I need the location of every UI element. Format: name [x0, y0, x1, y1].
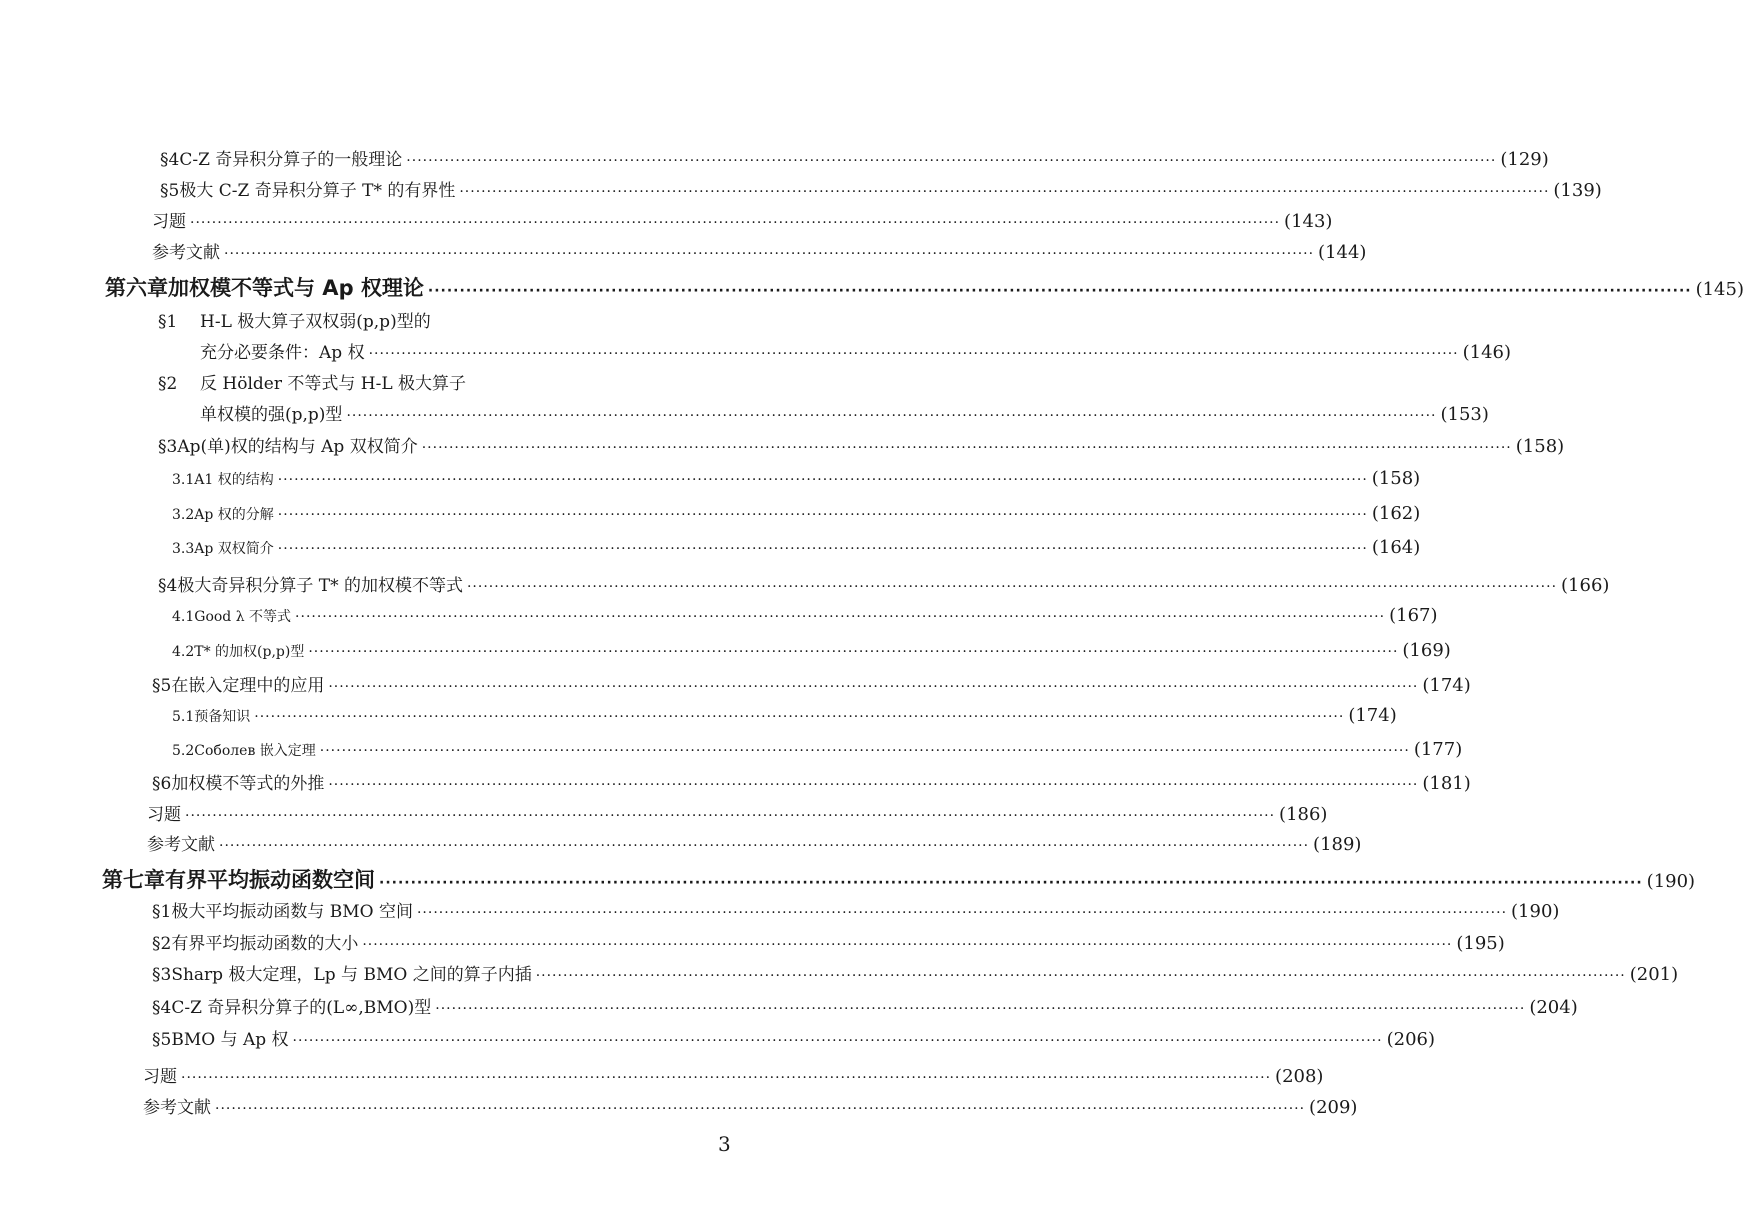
dot-leader: ········································································································································································································: [215, 1101, 1306, 1117]
entry-number: 第六章: [105, 276, 168, 300]
entry-title: 极大 C-Z 奇异积分算子 T* 的有界性: [179, 181, 456, 201]
toc-entry: [172, 537, 1421, 558]
page-ref: (167): [1389, 605, 1438, 626]
dot-leader: ········································································································································································································: [277, 507, 1368, 523]
entry-number: §3: [152, 965, 172, 985]
entry-title: 参考文献: [143, 1098, 211, 1118]
entry-number: §2: [158, 374, 178, 394]
entry-number: 5.1: [172, 709, 195, 725]
entry-title: C-Z 奇异积分算子的(L∞,BMO)型: [171, 998, 432, 1018]
entry-title: 习题: [152, 212, 186, 232]
entry-title: 极大奇异积分算子 T* 的加权模不等式: [177, 576, 463, 596]
toc-entry: [172, 705, 1397, 726]
toc-entry: [152, 993, 1578, 1018]
toc-entry: [172, 503, 1421, 524]
page-ref: (195): [1456, 933, 1505, 954]
dot-leader: ········································································································································································································: [535, 968, 1626, 984]
page-ref: (158): [1371, 468, 1421, 489]
page-ref: (209): [1309, 1097, 1358, 1118]
dot-leader: ········································································································································································································: [362, 937, 1453, 953]
page-ref: (143): [1284, 211, 1333, 232]
entry-number: §4: [158, 576, 178, 596]
page-ref: (190): [1646, 871, 1696, 892]
entry-title: 参考文献: [147, 835, 215, 855]
entry-number: §1: [152, 902, 172, 922]
entry-title: C-Z 奇异积分算子的一般理论: [179, 150, 403, 170]
page-ref: (162): [1371, 503, 1421, 524]
page-ref: (206): [1386, 1029, 1435, 1050]
entry-title: 单权模的强(p,p)型: [200, 405, 343, 425]
entry-title: 有界平均振动函数的大小: [171, 934, 359, 954]
entry-title: 参考文献: [152, 243, 220, 263]
toc-entry: [152, 671, 1471, 696]
dot-leader: ········································································································································································································: [295, 609, 1386, 625]
dot-leader: ········································································································································································································: [466, 579, 1558, 595]
entry-title: 极大平均振动函数与 BMO 空间: [171, 902, 413, 922]
entry-title: 加权模不等式与 Ap 权理论: [168, 276, 424, 300]
entry-title: H-L 极大算子双权弱(p,p)型的: [200, 312, 431, 332]
entry-title: A1 权的结构: [194, 472, 274, 488]
page-ref: (208): [1275, 1066, 1324, 1087]
toc-entry: [172, 468, 1421, 489]
dot-leader: ········································································································································································································: [328, 679, 1419, 695]
page-ref: (169): [1402, 640, 1451, 661]
entry-title: BMO 与 Ap 权: [171, 1030, 289, 1050]
dot-leader: ········································································································································································································: [427, 283, 1692, 299]
page-ref: (164): [1371, 537, 1421, 558]
toc-entry: [158, 369, 466, 394]
entry-title: 习题: [143, 1067, 177, 1087]
entry-number: 3.2: [172, 507, 195, 523]
toc-entry: [152, 929, 1505, 954]
toc-entry: [172, 640, 1451, 661]
entry-number: §4: [152, 998, 172, 1018]
dot-leader: ········································································································································································································: [277, 472, 1368, 488]
entry-number: §5: [152, 676, 172, 696]
toc-entry: [152, 1025, 1435, 1050]
entry-title: 在嵌入定理中的应用: [171, 676, 325, 696]
page-ref: (145): [1695, 279, 1744, 300]
page-ref: (177): [1413, 739, 1463, 760]
dot-leader: ········································································································································································································: [368, 346, 1459, 362]
entry-number: §1: [158, 312, 178, 332]
page-ref: (204): [1529, 997, 1578, 1018]
toc-entry: [143, 1062, 1324, 1087]
toc-entry: [158, 307, 431, 332]
entry-title: 反 Hölder 不等式与 H-L 极大算子: [200, 374, 467, 394]
page-ref: (190): [1511, 901, 1560, 922]
toc-entry: [152, 769, 1471, 794]
toc-entry: [152, 897, 1560, 922]
page-ref: (146): [1462, 342, 1512, 363]
entry-number: 第七章: [102, 868, 165, 892]
toc-entry: [147, 830, 1362, 855]
entry-number: §5: [152, 1030, 172, 1050]
dot-leader: ········································································································································································································: [459, 184, 1550, 200]
page-number: 3: [718, 1132, 731, 1156]
entry-title: 充分必要条件：Ap 权: [200, 343, 365, 363]
entry-title: 预备知识: [194, 709, 251, 725]
page-ref: (153): [1440, 404, 1489, 425]
entry-number: §2: [152, 934, 172, 954]
dot-leader: ········································································································································································································: [346, 408, 1437, 424]
toc-entry: [172, 605, 1438, 626]
toc-entry: [158, 571, 1610, 596]
toc-entry: [160, 145, 1549, 170]
toc-entry: [200, 400, 1489, 425]
toc-entry: [143, 1093, 1358, 1118]
toc-entry: [152, 960, 1679, 985]
dot-leader: ········································································································································································································: [254, 709, 1345, 725]
entry-title: 有界平均振动函数空间: [165, 868, 375, 892]
entry-number: 3.1: [172, 472, 195, 488]
toc-entry: [158, 432, 1565, 457]
page-ref: (166): [1561, 575, 1610, 596]
chapter-entry: [105, 272, 1744, 302]
page-ref: (174): [1422, 675, 1471, 696]
entry-title: Соболев 嵌入定理: [194, 743, 316, 759]
page-ref: (129): [1500, 149, 1549, 170]
entry-number: §3: [158, 437, 178, 457]
dot-leader: ········································································································································································································: [319, 743, 1410, 759]
page-ref: (158): [1515, 436, 1565, 457]
toc-entry: [160, 176, 1602, 201]
entry-number: 4.2: [172, 644, 195, 660]
dot-leader: ········································································································································································································: [292, 1033, 1383, 1049]
entry-number: §4: [160, 150, 180, 170]
toc-entry: [172, 739, 1463, 760]
toc-entry: [152, 238, 1367, 263]
page-ref: (144): [1318, 242, 1367, 263]
entry-number: 5.2: [172, 743, 195, 759]
page-ref: (189): [1313, 834, 1362, 855]
dot-leader: ········································································································································································································: [416, 905, 1508, 921]
toc-entry: [152, 207, 1333, 232]
dot-leader: ········································································································································································································: [328, 777, 1419, 793]
entry-number: 4.1: [172, 609, 195, 625]
dot-leader: ········································································································································································································: [277, 541, 1368, 557]
entry-number: §6: [152, 774, 172, 794]
dot-leader: ········································································································································································································: [435, 1001, 1526, 1017]
page-ref: (201): [1629, 964, 1679, 985]
entry-title: 习题: [147, 805, 181, 825]
dot-leader: ········································································································································································································: [379, 875, 1643, 891]
toc-entry: [147, 800, 1328, 825]
entry-title: Ap 权的分解: [194, 507, 274, 523]
dot-leader: ········································································································································································································: [190, 215, 1281, 231]
page-ref: (186): [1279, 804, 1328, 825]
dot-leader: ········································································································································································································: [181, 1070, 1272, 1086]
entry-title: T* 的加权(p,p)型: [194, 644, 305, 660]
dot-leader: ········································································································································································································: [224, 246, 1315, 262]
dot-leader: ········································································································································································································: [219, 838, 1310, 854]
page-ref: (181): [1422, 773, 1471, 794]
dot-leader: ········································································································································································································: [308, 644, 1399, 660]
dot-leader: ········································································································································································································: [406, 153, 1497, 169]
page-ref: (174): [1348, 705, 1397, 726]
dot-leader: ········································································································································································································: [185, 808, 1276, 824]
entry-title: Sharp 极大定理，Lp 与 BMO 之间的算子内插: [171, 965, 532, 985]
entry-number: 3.3: [172, 541, 195, 557]
toc-entry: [200, 338, 1512, 363]
entry-title: 加权模不等式的外推: [171, 774, 325, 794]
entry-title: Ap 双权简介: [194, 541, 274, 557]
entry-title: Ap(单)权的结构与 Ap 双权简介: [177, 437, 418, 457]
entry-title: Good λ 不等式: [194, 609, 292, 625]
page-ref: (139): [1553, 180, 1602, 201]
dot-leader: ········································································································································································································: [421, 440, 1512, 456]
entry-number: §5: [160, 181, 180, 201]
chapter-entry: [102, 864, 1696, 894]
